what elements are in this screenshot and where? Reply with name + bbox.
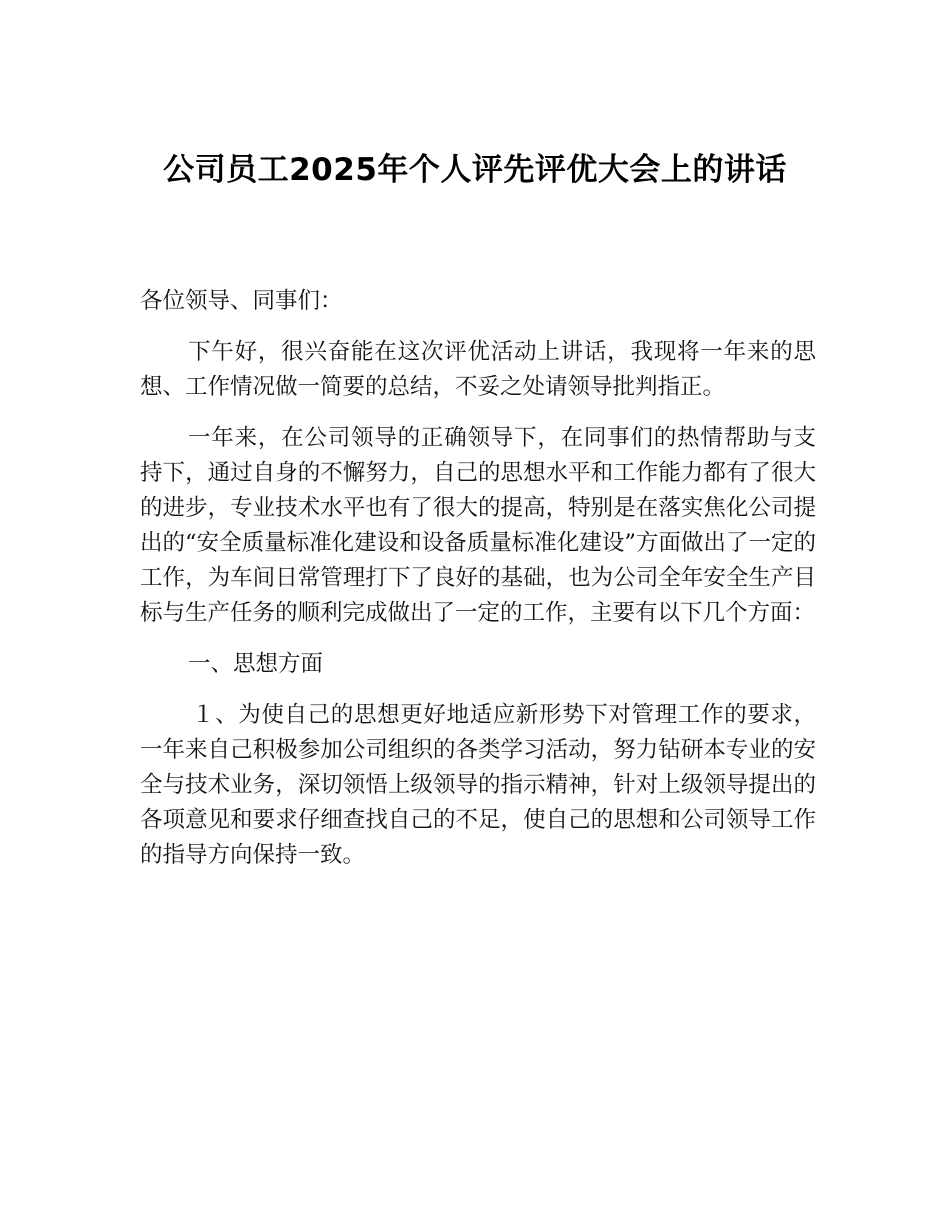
salutation: 各位领导、同事们： (140, 288, 343, 314)
list-item: １、为使自己的思想更好地适应新形势下对管理工作的要求，一年来自己积极参加公司组织的各类学习活动，努力钻研本专业的安全与技术业务，深切领悟上级领导的指示精神，针对上级领导提出的各项意见和要求仔细查找自己的不足，使自己的思想和公司领导工作的指导方向保持一致。 (140, 702, 816, 868)
document-body (140, 284, 816, 889)
document-title: 公司员工2025年个人评先评优大会上的讲话 (163, 152, 787, 188)
paragraph-greeting: 下午好，很兴奋能在这次评优活动上讲话，我现将一年来的思想、工作情况做一简要的总结，不妥之处请领导批判指正。 (140, 339, 816, 400)
section-heading: 一、思想方面 (188, 651, 324, 677)
paragraph-summary: 一年来，在公司领导的正确领导下，在同事们的热情帮助与支持下，通过自身的不懈努力，自己的思想水平和工作能力都有了很大的进步，专业技术水平也有了很大的提高，特别是在落实焦化公司提出的“安全质量标准化建设和设备质量标准化建设”方面做出了一定的工作，为车间日常管理打下了良好的基础，也为公司全年安全生产目标与生产任务的顺利完成做出了一定的工作，主要有以下几个方面： (140, 425, 816, 626)
